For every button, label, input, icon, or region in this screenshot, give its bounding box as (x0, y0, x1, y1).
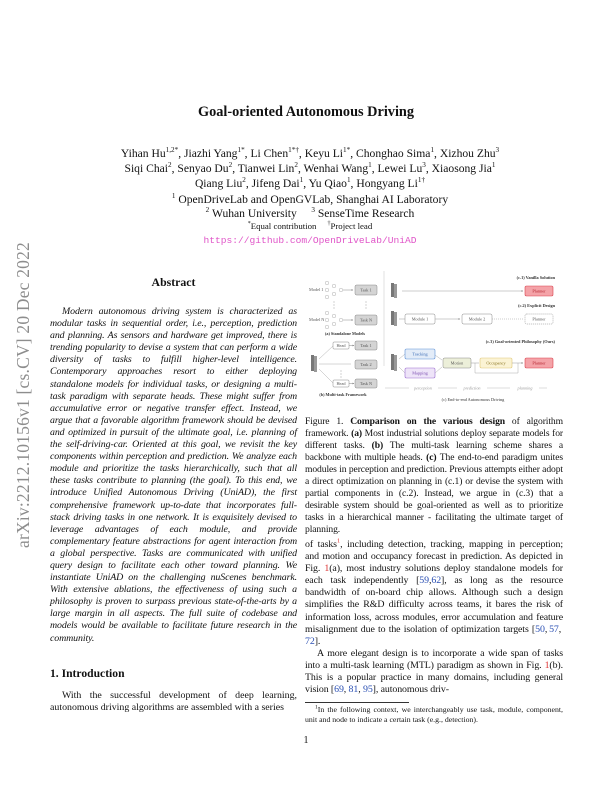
citation-link[interactable]: 59 (419, 575, 429, 587)
author: Siqi Chai$^2$ (124, 161, 172, 175)
figure-1 (305, 269, 563, 412)
author: Senyao Du$^2$ (177, 161, 233, 175)
author-line-3: Qiang Liu$^2$, Jifeng Dai$^1$, Yu Qiao$^1$, Hongyang $Li^{1\dagger}$ (194, 176, 426, 190)
stage-planning: planning (517, 385, 533, 391)
c2-planner-label: Planner (532, 316, 546, 322)
affil-sup: 1 (171, 192, 176, 201)
author-affiliation-sup: 1 (491, 161, 496, 170)
footnote-rule (305, 702, 409, 703)
text: of tasks (305, 539, 337, 550)
author-affiliation-sup: 1* (343, 146, 351, 155)
text: , including detection, tracking, mapping in perception; and motion and occupancy forecast in prediction. As depicted in Fig. (305, 539, 563, 575)
panel-b-label: (b) Multi-task Framework (319, 392, 367, 397)
author: Xizhou Zhu$^3$ (439, 146, 500, 160)
vertical-ellipsis-icon (341, 371, 342, 378)
paragraph-1: of tasks$^1$, including detection, tracking, mapping in perception; and motion and occupancy forecast in prediction. As depicted in Fig. 1(a), most industry solutions deploy standalone models for each task independently [59,62], as long as the resource bandwidth of on-board chip allows. Although such a design simplifies the R&D difficulty across teams, it bares the risk of information loss, across modules, error accumulation and feature misalignment due to the isolation of optimization targets [50, 57, 72]. (305, 537, 563, 647)
panel-c3 (391, 339, 556, 378)
model-n-label: Model N (309, 317, 325, 322)
footnote-text: In the following context, we interchangeably use task, module, component, unit and node to indicate a certain task (e.g., detection). (305, 705, 563, 724)
mapping-label: Mapping (412, 370, 428, 376)
citation-link[interactable]: 81 (348, 684, 359, 696)
author-affiliation-sup: 1*† (288, 146, 299, 155)
affiliation-1 (60, 193, 560, 207)
text: ], autonomous driv- (372, 684, 449, 696)
panel-a (309, 281, 377, 336)
text: (b). This is a popular practice in many domains, including general vision [ (305, 659, 563, 696)
author-affiliation-sup: 1,2* (165, 146, 179, 155)
author: Keyu $Li^{1*}$ (304, 146, 351, 160)
introduction-text: With the successful development of deep learning, autonomous driving algorithms are assembled with a series (50, 690, 297, 714)
caption-label: Figure 1. (305, 416, 344, 427)
affil-text: SenseTime Research (317, 207, 415, 220)
task-1-label: Task 1 (360, 343, 372, 348)
author-affiliation-sup: 2 (294, 161, 298, 170)
paper-title: Goal-oriented Autonomous Driving (197, 104, 415, 120)
task-1-label: Task 1 (360, 287, 372, 293)
caption-a: (a) (351, 428, 363, 439)
author-affiliation-sup: 3 (495, 146, 500, 155)
citation-link[interactable]: 57 (549, 623, 559, 635)
stage-perception: perception (414, 385, 432, 391)
panel-b (311, 341, 377, 397)
c1-label: (c.1) Vanilla Solution (516, 275, 555, 280)
figure-ref[interactable]: 1 (544, 659, 550, 671)
model-1-label: Model 1 (309, 287, 324, 292)
author: Chonghao Sima$^1$ (356, 146, 435, 160)
arxiv-stamp: arXiv:2212.10156v1 [cs.CV] 20 Dec 2022 (13, 241, 33, 549)
paragraph-2: A more elegant design is to incorporate a wide span of tasks into a multi-task learning (MTL) paradigm as shown in Fig. 1(b). This is a popular practice in many domains, including general vision [69, 81, 95], autonomous driv- (305, 647, 563, 696)
author-list (60, 146, 560, 191)
author-affiliation-sup: 1 (430, 146, 435, 155)
author: Tianwei Lin$^2$ (237, 161, 298, 175)
author: Yihan $Hu^{1,2*}$ (120, 146, 179, 160)
note-sup: † (327, 221, 331, 228)
footnote-sup: 1 (315, 704, 318, 711)
author: Wenhai Wang$^1$ (303, 161, 372, 175)
author-affiliation-sup: 2 (228, 161, 233, 170)
head-label: Head (336, 343, 346, 348)
c3-planner-label: Planner (532, 360, 546, 366)
citation-link[interactable]: 69 (334, 684, 344, 696)
text: ], as long as the resource bandwidth of on-board chip allows. Although such a design simplifies the R&D difficulty across teams, it bares the risk of information loss, across modules, error accumulation and feature misalignment due to the isolation of optimization targets [ (305, 575, 563, 635)
author-affiliation-sup: 1* (237, 146, 245, 155)
footnote-ref[interactable]: 1 (336, 537, 341, 545)
affil-sup: 3 (311, 206, 315, 215)
author: Yu Qiao$^1$ (308, 176, 351, 190)
equal-contribution-note: Equal contribution (250, 221, 317, 231)
caption-text: The end-to-end paradigm unites modules in perception and prediction. Previous attempts either adopt a direct optimization on planning in (c.1) or devise the system with partial components in (c.2). Instead, we argue in (c.3) that a desirable system should be goal-oriented as well as to prioritize tasks in a hierarchical manner - facilitating the ultimate target of planning. (305, 452, 563, 535)
project-lead-note: Project lead (330, 221, 373, 231)
stage-prediction: prediction (463, 385, 481, 391)
abstract-text: Modern autonomous driving system is characterized as modular tasks in sequential order, i.e., perception, prediction and planning. As sensors and hardware get improved, there is trending popularity to devise a system that can perform a wide diversity of tasks to fulfill higher-level intelligence. Contemporary approaches resort to either deploying standalone models for individual tasks, or designing a multi-task paradigm with separate heads. These might suffer from accumulative error or negative transfer effect. Instead, we argue that a favorable algorithm framework should be devised and optimized in pursuit of the ultimate goal, i.e. planning of the self-driving-car. Oriented at this goal, we revisit the key components within perception and prediction. We analyze each module and prioritize the tasks hierarchically, such that all these tasks contribute to planning (the goal). To this end, we introduce Unified Autonomous Driving (UniAD), the first comprehensive framework up-to-date that incorporates full-stack driving tasks in one network. It is exquisitely devised to leverage advantages of each module, and provide complementary feature abstractions for agent interaction from a global perspective. Tasks are communicated with unified query design to facilitate each other toward planning. We instantiate UniAD on the challenging nuScenes benchmark. With extensive ablations, the effectiveness of using such a philosophy is proven to surpass previous state-of-the-arts by a large margin in all aspects. The full suite of codebase and models would be available to facilitate future research in the community. (50, 306, 297, 644)
introduction-heading: 1. Introduction (50, 667, 125, 680)
citation-link[interactable]: 95 (362, 684, 373, 696)
c1-planner-label: Planner (532, 288, 546, 294)
author-affiliation-sup: 1† (417, 176, 426, 185)
author-affiliation-sup: 2 (168, 161, 172, 170)
page-number: 1 (303, 735, 309, 746)
caption-bold: Comparison on the various design (350, 416, 506, 427)
panel-a-label: (a) Standalone Models (324, 331, 366, 336)
caption-text: of algorithm framework. (305, 416, 563, 439)
module-1-label: Module 1 (411, 316, 429, 322)
abstract-heading: Abstract (151, 275, 196, 289)
figure-caption (305, 416, 563, 536)
motion-label: Motion (450, 360, 464, 366)
author-affiliation-sup: 2 (242, 176, 246, 185)
affil-text: OpenDriveLab and OpenGVLab, Shanghai AI Laboratory (178, 193, 449, 206)
affil-text: Wuhan University (211, 207, 297, 220)
author: Lewei Lu$^3$ (377, 161, 426, 175)
caption-text: The multi-task learning scheme shares a backbone with multiple heads. (305, 440, 563, 463)
citation-link[interactable]: 72 (305, 635, 315, 647)
caption-b: (b) (371, 440, 384, 451)
author-affiliation-sup: 3 (422, 161, 426, 170)
author-line-1: Yihan $Hu^{1,2*}$, Jiazhi Yang$^{1*}$, Li Chen$^{1*\dagger}$, Keyu $Li^{1*}$, Chonghao Sima$^1$, Xizhou Zhu$^3$ (120, 146, 500, 160)
author: Xiaosong Jia$^1$ (431, 161, 496, 175)
contribution-notes (60, 221, 560, 232)
backbone-icon (311, 355, 317, 372)
citation-link[interactable]: 50 (535, 623, 545, 635)
footnote (305, 705, 563, 725)
author-affiliation-sup: 1 (368, 161, 372, 170)
text: ]. (314, 635, 321, 647)
affil-sup: 2 (205, 206, 210, 215)
author-affiliation-sup: 1 (299, 176, 304, 185)
body-text-right (305, 539, 563, 696)
author: Li Chen$^{1*\dagger}$ (250, 146, 299, 160)
github-link[interactable]: https://github.com/OpenDriveLab/UniAD (203, 235, 417, 246)
author: Qiang Liu$^2$ (194, 176, 246, 190)
affiliations (60, 193, 560, 221)
author: Hongyang $Li^{1\dagger}$ (356, 176, 426, 190)
author-line-2: Siqi Chai$^2$, Senyao Du$^2$, Tianwei Lin$^2$, Wenhai Wang$^1$, Lewei Lu$^3$, Xiaosong Jia$^1$ (124, 161, 496, 175)
c3-label: (c.3) Goal-oriented Philosophy (Ours) (485, 339, 555, 344)
task-2-label: Task 2 (360, 362, 372, 367)
text: (a), most industry solutions deploy standalone models for each task independently [ (305, 563, 563, 587)
author: Jiazhi Yang$^{1*}$ (184, 146, 245, 160)
affiliation-2-3 (60, 207, 560, 221)
figure-ref[interactable]: 1 (324, 563, 330, 575)
task-n-label: Task N (359, 381, 373, 386)
tracking-label: Tracking (412, 351, 428, 357)
citation-link[interactable]: 62 (431, 575, 442, 587)
author: Jifeng Dai$^1$ (251, 176, 304, 190)
author-affiliation-sup: 1 (346, 176, 351, 185)
head-label: Head (336, 381, 346, 386)
stage-axis (385, 386, 547, 391)
occupancy-label: Occupancy (486, 360, 506, 366)
module-2-label: Module 2 (468, 316, 486, 322)
c2-label: (c.2) Explicit Design (518, 303, 555, 308)
caption-text: Most industrial solutions deploy separate models for different tasks. (305, 428, 563, 451)
vertical-ellipsis-icon (334, 302, 367, 309)
panel-c-label: (c) End-to-end Autonomous Driving (441, 397, 505, 402)
caption-c: (c) (426, 452, 437, 463)
panel-c2 (391, 303, 556, 326)
note-sup: * (247, 221, 251, 228)
task-n-label: Task N (359, 317, 373, 323)
panel-c1 (391, 275, 556, 298)
text: A more elegant design is to incorporate a wide span of tasks into a multi-task learning (MTL) paradigm as shown in Fig. (305, 647, 563, 671)
